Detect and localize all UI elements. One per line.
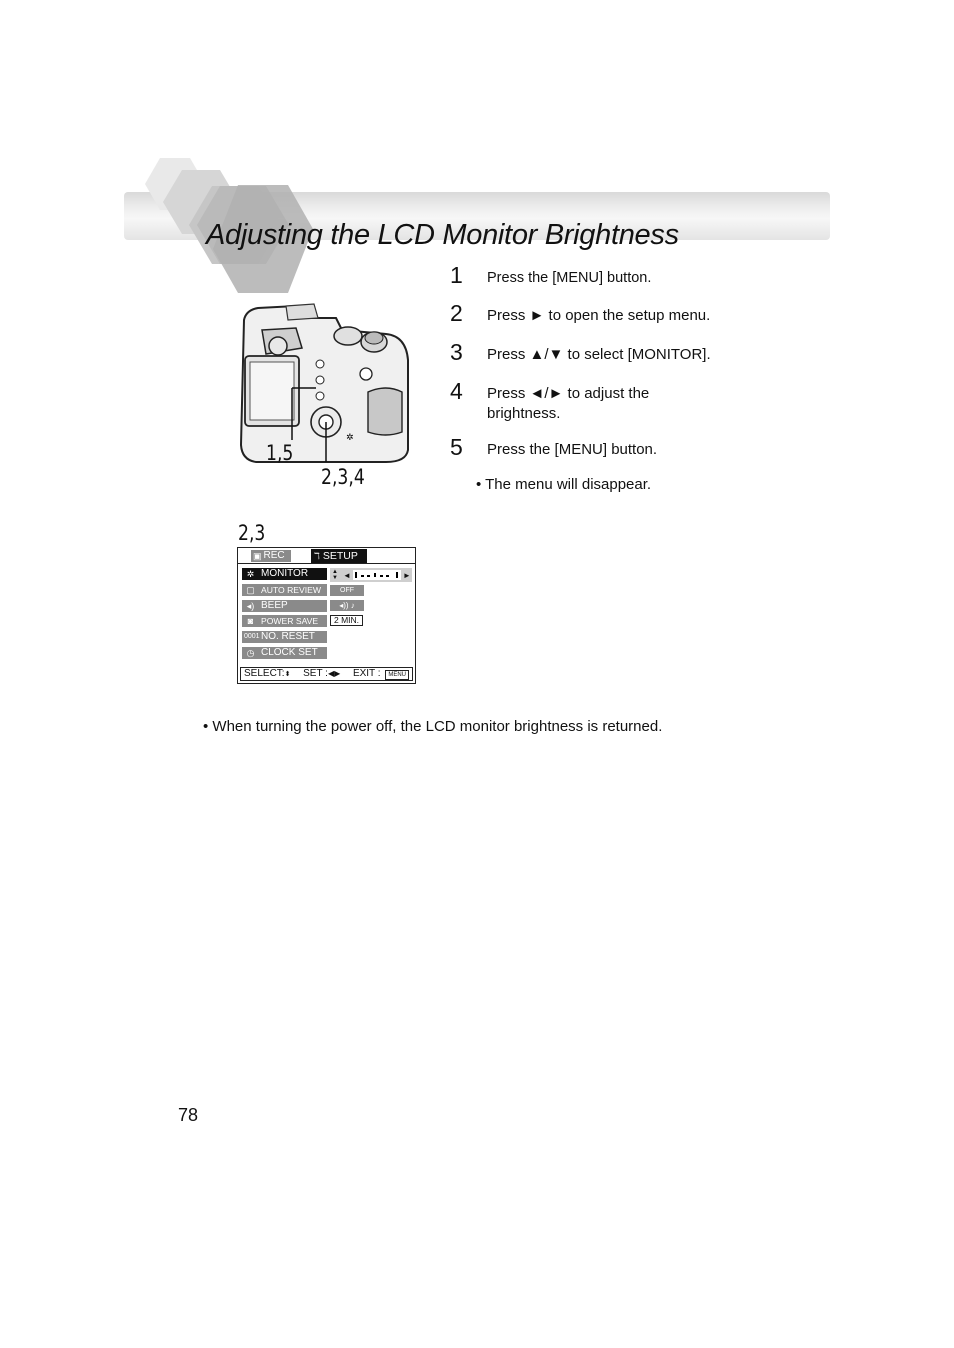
- tab-rec: [251, 550, 291, 562]
- left-arrow-icon: ◄: [342, 570, 351, 580]
- menu-key-icon: MENU: [385, 670, 409, 680]
- menu-item-label: BEEP: [261, 600, 288, 611]
- wrench-icon: ℸ: [314, 551, 320, 561]
- set-hint: [303, 668, 340, 680]
- svg-text:✲: ✲: [346, 433, 354, 443]
- auto-review-value: OFF: [330, 585, 364, 596]
- monitor-brightness-scale: [330, 568, 412, 582]
- page-title: Adjusting the LCD Monitor Brightness: [206, 219, 679, 251]
- clock-icon: ◷: [246, 648, 255, 658]
- menu-item-label: AUTO REVIEW: [261, 585, 322, 595]
- step-2-text: Press ► to open the setup menu.: [487, 307, 711, 324]
- exit-label: EXIT :: [352, 668, 381, 679]
- step-5-text: Press the [MENU] button.: [487, 441, 658, 458]
- page-number: 78: [178, 1105, 199, 1125]
- speaker-icon: ◂): [246, 601, 255, 611]
- camera-sleep-icon: ◙: [247, 616, 254, 626]
- up-down-icon: ⬍: [284, 670, 291, 678]
- camera-back-illustration: [236, 300, 416, 470]
- menu-item-label: NO. RESET: [261, 631, 315, 642]
- exit-hint: [353, 668, 409, 680]
- menu-item-no-reset: [242, 631, 327, 643]
- menu-item-label: MONITOR: [261, 568, 309, 579]
- menu-item-label: POWER SAVE: [261, 616, 319, 626]
- up-down-icon: ▲ ▼: [332, 569, 338, 581]
- power-off-note: • When turning the power off, the LCD monitor brightness is returned.: [203, 718, 663, 735]
- callout-menu-button: 1,5: [266, 441, 294, 465]
- tab-setup-label: SETUP: [322, 550, 358, 562]
- set-label: SET :: [303, 668, 328, 679]
- step-3-number: 3: [450, 339, 463, 365]
- step-2-number: 2: [450, 300, 463, 326]
- step-1-number: 1: [450, 262, 463, 288]
- power-save-value: 2 MIN.: [330, 615, 363, 626]
- right-arrow-icon: ►: [402, 570, 411, 580]
- lcd-footer: [240, 667, 413, 681]
- menu-item-beep: [242, 600, 327, 612]
- step-1-text: Press the [MENU] button.: [487, 270, 652, 286]
- menu-item-label: CLOCK SET: [261, 647, 318, 658]
- menu-item-clock-set: [242, 647, 327, 659]
- step-5-note: • The menu will disappear.: [476, 476, 652, 493]
- left-right-icon: ◀▶: [327, 669, 341, 678]
- beep-level-icon: ◂)) ♪: [339, 601, 355, 610]
- menu-item-auto-review: [242, 584, 327, 596]
- step-3-text: Press ▲/▼ to select [MONITOR].: [487, 346, 711, 363]
- brightness-scale-icon: [353, 570, 401, 580]
- step-5-number: 5: [450, 434, 463, 460]
- screen-step-label: 2,3: [238, 521, 266, 545]
- counter-reset-icon: 0001: [244, 633, 260, 640]
- tab-divider: [238, 563, 415, 564]
- select-hint: [244, 668, 290, 681]
- tab-setup: [311, 549, 367, 563]
- menu-item-power-save: [242, 615, 327, 627]
- beep-value: [330, 600, 364, 611]
- select-label: SELECT:: [244, 667, 285, 679]
- review-icon: ▢: [246, 585, 255, 595]
- callout-cursor-buttons: 2,3,4: [321, 465, 365, 489]
- step-4-number: 4: [450, 378, 463, 404]
- tab-rec-label: REC: [263, 550, 285, 561]
- camera-icon: ▣: [253, 551, 262, 561]
- sun-icon: ✲: [246, 569, 255, 579]
- step-4-text: Press ◄/► to adjust the brightness.: [487, 385, 650, 422]
- menu-item-monitor: [242, 568, 327, 580]
- lcd-setup-menu: [237, 547, 416, 684]
